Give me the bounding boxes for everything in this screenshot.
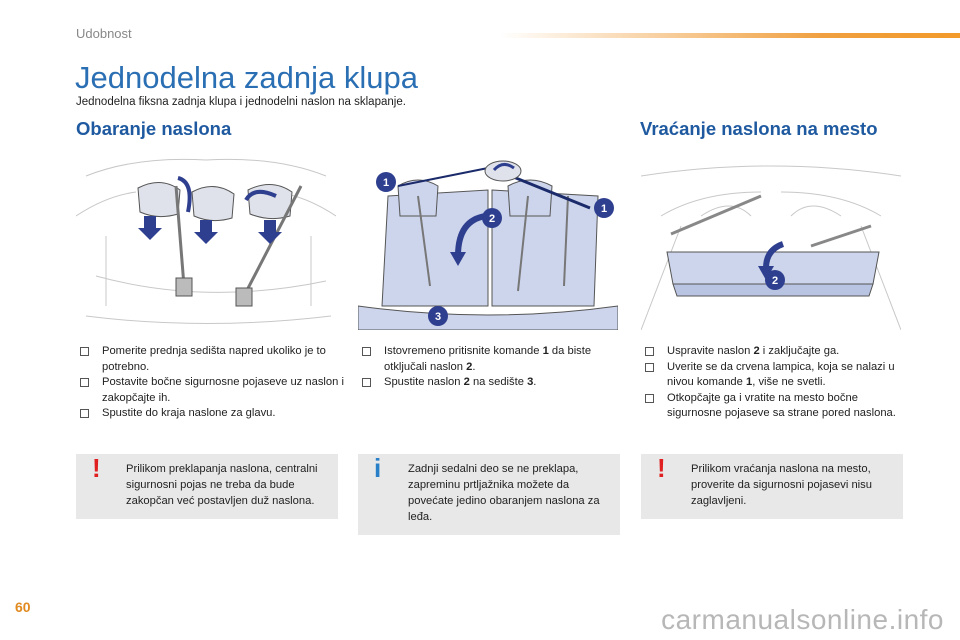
- right-instructions: [641, 344, 903, 422]
- warning-icon: !: [92, 453, 101, 483]
- left-instructions: [76, 344, 346, 422]
- svg-text:2: 2: [771, 275, 779, 287]
- svg-text:1: 1: [382, 177, 390, 189]
- list-item: Uverite se da crvena lampica, koja se nalazi u nivou komande 1, više ne svetli.: [641, 360, 903, 391]
- svg-text:2: 2: [488, 213, 496, 225]
- info-icon: i: [374, 453, 382, 483]
- svg-text:1: 1: [600, 203, 608, 215]
- callout-1-left: [376, 172, 396, 192]
- section-label: Udobnost: [76, 26, 132, 41]
- page-subtitle: Jednodelna fiksna zadnja klupa i jednodelni naslon na sklapanje.: [76, 96, 406, 108]
- left-warning-note: ! Prilikom preklapanja naslona, centralni sigurnosni pojas ne treba da bude zakopčan već postavljen duž naslona.: [76, 454, 338, 519]
- warning-icon: !: [657, 453, 666, 483]
- svg-text:3: 3: [434, 311, 442, 323]
- watermark: carmanualsonline.info: [661, 604, 944, 635]
- callout-2-restore: [765, 270, 785, 290]
- right-heading: Vraćanje naslona na mesto: [640, 118, 878, 139]
- list-item: Spustite naslon 2 na sedište 3.: [358, 375, 620, 391]
- list-item: Otkopčajte ga i vratite na mesto bočne sigurnosne pojaseve sa strane pored naslona.: [641, 391, 903, 422]
- header-rule: [500, 33, 960, 38]
- list-item: Uspravite naslon 2 i zaključajte ga.: [641, 344, 903, 360]
- callout-2: [482, 208, 502, 228]
- seat-fold-illustration: [76, 156, 336, 330]
- middle-info-note: i Zadnji sedalni deo se ne preklapa, zapreminu prtljažnika možete da povećate jedino obaranjem naslona za leđa.: [358, 454, 620, 535]
- list-item: Istovremeno pritisnite komande 1 da biste otključali naslon 2.: [358, 344, 620, 375]
- list-item: Postavite bočne sigurnosne pojaseve uz naslon i zakopčajte ih.: [76, 375, 346, 406]
- list-item: Pomerite prednja sedišta napred ukoliko je to potrebno.: [76, 344, 346, 375]
- left-heading: Obaranje naslona: [76, 118, 232, 139]
- callout-3: [428, 306, 448, 326]
- right-warning-note: ! Prilikom vraćanja naslona na mesto, proverite da sigurnosni pojasevi nisu zaglavljeni.: [641, 454, 903, 519]
- seat-restore-illustration: [641, 156, 901, 330]
- callout-1-right: [594, 198, 614, 218]
- page-number: 60: [15, 599, 31, 615]
- middle-instructions: [358, 344, 620, 391]
- list-item: Spustite do kraja naslone za glavu.: [76, 406, 346, 422]
- page-title: Jednodelna zadnja klupa: [75, 60, 418, 95]
- seat-unlock-illustration: [358, 156, 618, 330]
